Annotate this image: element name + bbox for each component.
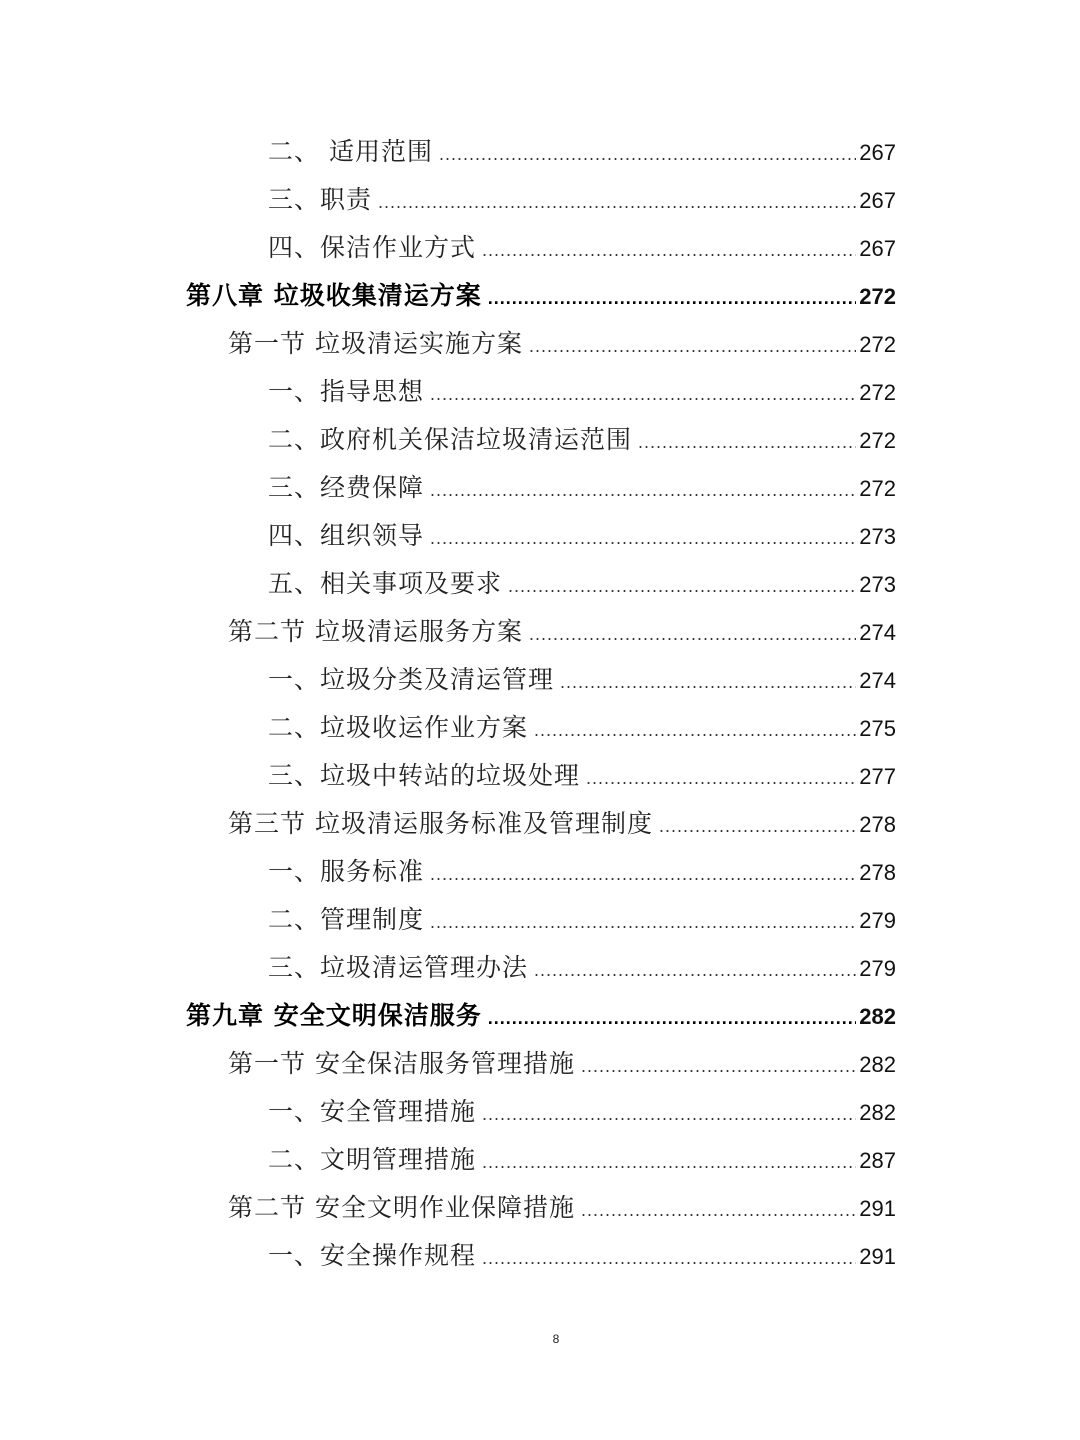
toc-entry-title: 一、服务标准	[268, 857, 425, 886]
toc-entry-title: 一、安全操作规程	[268, 1241, 477, 1270]
toc-entry-page: 282	[859, 1100, 896, 1125]
table-of-contents	[186, 128, 896, 1280]
toc-entry-title: 二、垃圾收运作业方案	[268, 713, 529, 742]
toc-item-row	[186, 896, 896, 944]
toc-dot-leader	[638, 418, 856, 466]
toc-entry-page: 273	[859, 524, 896, 549]
toc-entry-page: 291	[859, 1244, 896, 1269]
toc-dot-leader	[581, 1186, 856, 1234]
toc-dot-leader	[534, 946, 856, 994]
toc-entry-page: 272	[859, 428, 896, 453]
toc-entry-page: 272	[859, 284, 896, 309]
toc-entry-title: 四、保洁作业方式	[268, 233, 477, 262]
toc-dot-leader	[659, 802, 856, 850]
toc-section-row	[186, 608, 896, 656]
toc-entry-title: 二、政府机关保洁垃圾清运范围	[268, 425, 633, 454]
toc-entry-title: 第三节 垃圾清运服务标准及管理制度	[228, 809, 653, 838]
toc-entry-page: 291	[859, 1196, 896, 1221]
toc-item-row	[186, 1088, 896, 1136]
toc-item-row	[186, 416, 896, 464]
toc-entry-page: 272	[859, 380, 896, 405]
toc-entry-page: 267	[859, 140, 896, 165]
toc-entry-title: 第二节 垃圾清运服务方案	[228, 617, 523, 646]
toc-dot-leader	[439, 130, 856, 178]
toc-item-row	[186, 176, 896, 224]
toc-section-row	[186, 1040, 896, 1088]
toc-item-row	[186, 656, 896, 704]
toc-item-row	[186, 464, 896, 512]
toc-entry-page: 282	[859, 1004, 896, 1029]
toc-dot-leader	[534, 706, 856, 754]
toc-item-row	[186, 560, 896, 608]
toc-entry-title: 二、管理制度	[268, 905, 425, 934]
toc-dot-leader	[560, 658, 856, 706]
toc-item-row	[186, 128, 896, 176]
toc-entry-page: 279	[859, 908, 896, 933]
toc-dot-leader	[378, 178, 856, 226]
toc-entry-page: 277	[859, 764, 896, 789]
toc-dot-leader	[581, 1042, 856, 1090]
toc-entry-page: 279	[859, 956, 896, 981]
toc-dot-leader	[482, 1138, 856, 1186]
toc-item-row	[186, 848, 896, 896]
toc-item-row	[186, 944, 896, 992]
toc-dot-leader	[529, 610, 856, 658]
toc-dot-leader	[430, 466, 856, 514]
toc-entry-page: 274	[859, 668, 896, 693]
toc-chapter-row	[186, 992, 896, 1040]
toc-entry-title: 三、垃圾清运管理办法	[268, 953, 529, 982]
toc-chapter-row	[186, 272, 896, 320]
toc-dot-leader	[529, 322, 856, 370]
toc-item-row	[186, 368, 896, 416]
toc-dot-leader	[586, 754, 856, 802]
toc-dot-leader	[508, 562, 856, 610]
toc-section-row	[186, 1184, 896, 1232]
toc-dot-leader	[488, 994, 857, 1042]
toc-dot-leader	[488, 274, 857, 322]
toc-entry-title: 四、组织领导	[268, 521, 425, 550]
toc-entry-title: 三、经费保障	[268, 473, 425, 502]
toc-entry-page: 272	[859, 332, 896, 357]
toc-dot-leader	[482, 226, 856, 274]
toc-dot-leader	[482, 1234, 856, 1282]
toc-entry-title: 一、安全管理措施	[268, 1097, 477, 1126]
toc-section-row	[186, 320, 896, 368]
toc-item-row	[186, 224, 896, 272]
toc-dot-leader	[430, 850, 856, 898]
toc-entry-title: 三、垃圾中转站的垃圾处理	[268, 761, 581, 790]
toc-entry-title: 第九章 安全文明保洁服务	[186, 1001, 482, 1030]
toc-entry-title: 一、指导思想	[268, 377, 425, 406]
toc-entry-page: 278	[859, 860, 896, 885]
toc-entry-page: 273	[859, 572, 896, 597]
toc-entry-title: 二、文明管理措施	[268, 1145, 477, 1174]
toc-entry-page: 278	[859, 812, 896, 837]
toc-entry-page: 272	[859, 476, 896, 501]
toc-entry-title: 第一节 安全保洁服务管理措施	[228, 1049, 575, 1078]
toc-entry-title: 第二节 安全文明作业保障措施	[228, 1193, 575, 1222]
toc-dot-leader	[430, 370, 856, 418]
toc-item-row	[186, 1232, 896, 1280]
toc-entry-page: 287	[859, 1148, 896, 1173]
toc-entry-page: 267	[859, 236, 896, 261]
toc-item-row	[186, 512, 896, 560]
toc-entry-page: 274	[859, 620, 896, 645]
toc-dot-leader	[430, 514, 856, 562]
toc-item-row	[186, 1136, 896, 1184]
toc-entry-title: 第八章 垃圾收集清运方案	[186, 281, 482, 310]
toc-dot-leader	[430, 898, 856, 946]
toc-entry-title: 二、 适用范围	[268, 137, 433, 166]
toc-item-row	[186, 704, 896, 752]
toc-entry-page: 267	[859, 188, 896, 213]
toc-section-row	[186, 800, 896, 848]
toc-entry-title: 一、垃圾分类及清运管理	[268, 665, 555, 694]
toc-dot-leader	[482, 1090, 856, 1138]
toc-entry-page: 282	[859, 1052, 896, 1077]
toc-entry-page: 275	[859, 716, 896, 741]
page-number: 8	[552, 1332, 560, 1346]
toc-entry-title: 五、相关事项及要求	[268, 569, 503, 598]
toc-item-row	[186, 752, 896, 800]
toc-entry-title: 第一节 垃圾清运实施方案	[228, 329, 523, 358]
toc-entry-title: 三、职责	[268, 185, 373, 214]
